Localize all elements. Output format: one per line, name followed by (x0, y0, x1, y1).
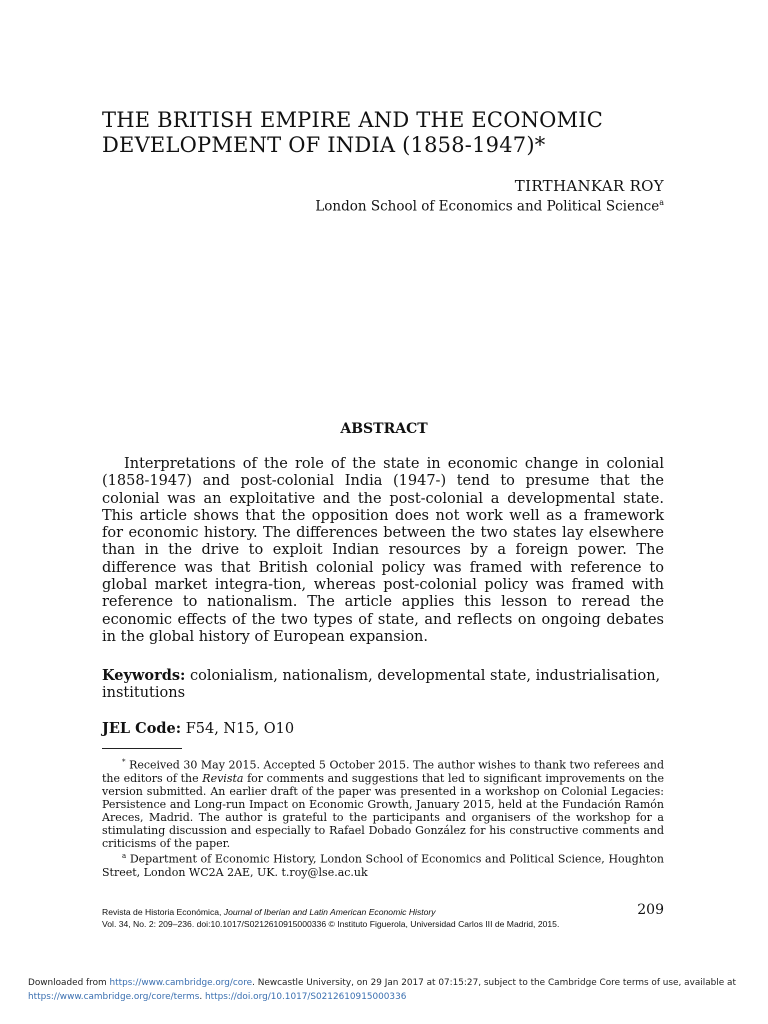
jel-label: JEL Code: (102, 720, 182, 737)
footnote-affiliation (102, 850, 664, 879)
abstract-heading: ABSTRACT (340, 421, 428, 437)
abstract-text: Interpretations of the role of the state in economic change in colonial (1858-1947) and post-colonial India (1947-) tend to presume that the colonial was an exploitative and the post-colonial a developmental state. This article shows that the opposition does not work well as a framework for economic history. The differences between the two states lay elsewhere than in the drive to exploit Indian resources by a foreign power. The difference was that British colonial policy was framed with reference to global market integra-tion, whereas post-colonial policy was framed with reference to nationalism. The article applies this lesson to reread the economic effects of the two types of state, and reflects on ongoing debates in the global history of European expansion. (102, 456, 664, 645)
page-number: 209 (637, 902, 664, 918)
journal-subtitle: Journal of Iberian and Latin American Economic History (223, 907, 436, 917)
footnote-revista: Revista (202, 771, 244, 785)
footnote-affiliation-text: Department of Economic History, London School of Economics and Political Science, Houghton Street, London WC2A 2AE, UK. t.roy@lse.ac.uk (102, 852, 664, 880)
keywords-label: Keywords: (102, 667, 186, 684)
jel-code (102, 720, 294, 737)
journal-citation: Vol. 34, No. 2: 209–236. doi:10.1017/S0212610915000336 © Instituto Figuerola, Universidad Carlos III de Madrid, 2015. (102, 919, 560, 929)
journal-title: Revista de Historia Económica, (102, 907, 222, 917)
journal-info (102, 906, 622, 930)
author-affiliation (315, 198, 664, 215)
keywords-list: colonialism, nationalism, developmental state, industrialisation, institutions (102, 668, 661, 702)
footnote-marker-a: a (122, 852, 127, 861)
author-name: TIRTHANKAR ROY (514, 177, 664, 195)
download-middle: . Newcastle University, on 29 Jan 2017 at 07:15:27, subject to the Cambridge Core terms of use, available at (252, 978, 736, 988)
download-notice (28, 976, 768, 1004)
keywords (102, 667, 664, 703)
journal-name (102, 906, 622, 918)
core-terms-link[interactable]: https://www.cambridge.org/core/terms (28, 992, 200, 1002)
paper-title: THE BRITISH EMPIRE AND THE ECONOMIC DEVELOPMENT OF INDIA (1858-1947)* (102, 108, 604, 157)
affiliation-text: London School of Economics and Political Science (315, 198, 660, 215)
download-sep: . (199, 992, 203, 1002)
download-prefix: Downloaded from (28, 978, 107, 988)
footnote-received-text-2: for comments and suggestions that led to significant improvements on the version submitted. An earlier draft of the paper was presented in a workshop on Colonial Legacies: Persistence and Long-run Impact on Economic Growth, January 2015, held at the Fundación Ramón Areces, Madrid. The author is grateful to the participants and organisers of the workshop for a stimulating discussion and especially to Rafael Dobado González for his constructive comments and criticisms of the paper. (102, 771, 665, 851)
doi-link[interactable]: https://doi.org/10.1017/S0212610915000336 (204, 992, 407, 1002)
cambridge-core-link[interactable]: https://www.cambridge.org/core (109, 978, 253, 988)
jel-values: F54, N15, O10 (185, 721, 295, 737)
footnote-received (102, 756, 664, 850)
footnotes (102, 756, 664, 879)
footnote-received-text-1: Received 30 May 2015. Accepted 5 October 2015. The author wishes to thank two referees and the editors of the (102, 758, 665, 785)
footnote-marker-star: * (122, 758, 126, 766)
affiliation-marker: a (659, 198, 664, 207)
footnote-divider (102, 748, 182, 749)
